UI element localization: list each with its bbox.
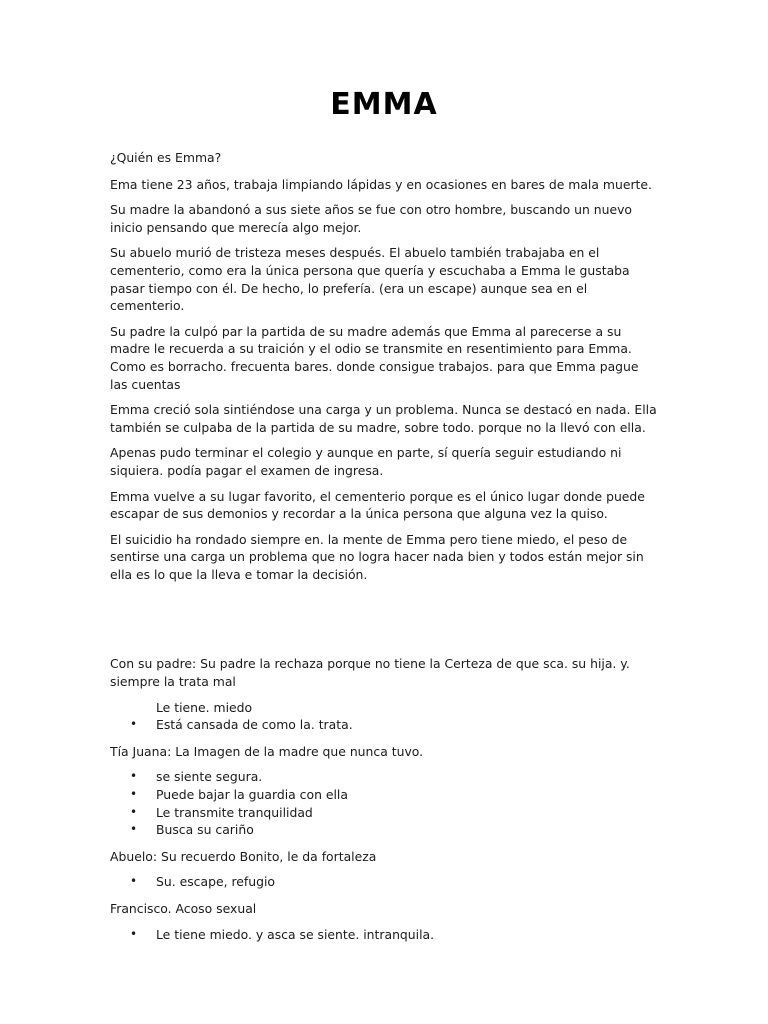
paragraph: El suicidio ha rondado siempre en. la mente de Emma pero tiene miedo, el peso de sentirse una carga un problema que no logra hacer nada bien y todos están mejor sin ella es lo que la lleva e tomar la decisión. bbox=[110, 531, 644, 582]
list-item-text: Su. escape, refugio bbox=[156, 874, 275, 890]
list-item-text: Le transmite tranquilidad bbox=[156, 804, 313, 820]
bullet-icon: • bbox=[130, 769, 138, 784]
list-tia bbox=[110, 768, 658, 838]
paragraph: Ema tiene 23 años, trabaja limpiando lápidas y en ocasiones en bares de mala muerte. bbox=[110, 176, 652, 192]
document-body bbox=[110, 149, 658, 943]
paragraph: Apenas pudo terminar el colegio y aunque en parte, sí quería seguir estudiando ni siquiera. podía pagar el examen de ingresa. bbox=[110, 445, 622, 478]
list-item bbox=[110, 821, 658, 839]
list-item bbox=[110, 804, 658, 822]
list-item bbox=[110, 768, 658, 786]
section-heading-tia: Tía Juana: La Imagen de la madre que nunca tuvo. bbox=[110, 743, 424, 759]
bullet-icon: • bbox=[130, 874, 138, 889]
paragraph: Emma creció sola sintiéndose una carga y un problema. Nunca se destacó en nada. Ella también se culpaba de la partida de su madre, sobre todo. porque no la llevó con ella. bbox=[110, 402, 657, 435]
bullet-icon: • bbox=[130, 787, 138, 802]
list-padre bbox=[110, 699, 658, 734]
list-item bbox=[110, 873, 658, 891]
paragraph: Su abuelo murió de tristeza meses después. El abuelo también trabajaba en el cementerio, como era la única persona que quería y escuchaba a Emma le gustaba pasar tiempo con él. De hecho, lo prefería. (era un escape) aunque sea en el cementerio. bbox=[110, 245, 630, 314]
list-item-text: Está cansada de como la. trata. bbox=[156, 717, 353, 733]
section-heading-francisco: Francisco. Acoso sexual bbox=[110, 901, 257, 916]
paragraph: Emma vuelve a su lugar favorito, el cementerio porque es el único lugar donde puede escapar de sus demonios y recordar a la única persona que alguna vez la quiso. bbox=[110, 488, 645, 522]
list-item bbox=[110, 716, 658, 734]
document-page bbox=[110, 0, 658, 952]
list-item-text: Busca su cariño bbox=[156, 822, 254, 838]
list-item-text: Le tiene. miedo bbox=[156, 699, 253, 715]
list-abuelo bbox=[110, 873, 658, 891]
bullet-icon: • bbox=[130, 926, 138, 941]
list-francisco bbox=[110, 926, 658, 944]
blank-space bbox=[110, 591, 658, 655]
list-item bbox=[110, 699, 658, 717]
paragraph: Su padre la culpó par la partida de su madre además que Emma al parecerse a su madre le recuerda a su traición y el odio se transmite en resentimiento para Emma. Como es borracho. frecuenta bares. donde consigue trabajos. para que Emma pague las cuentas bbox=[110, 323, 639, 392]
bullet-icon: • bbox=[130, 822, 138, 837]
section-heading-padre: Con su padre: Su padre la rechaza porque no tiene la Certeza de que sca. su hija. y. siempre la trata mal bbox=[110, 656, 630, 690]
list-item-text: Le tiene miedo. y asca se siente. intranquila. bbox=[156, 926, 435, 942]
list-item-text: se siente segura. bbox=[156, 769, 263, 785]
paragraph: ¿Quién es Emma? bbox=[110, 150, 222, 165]
section-heading-abuelo: Abuelo: Su recuerdo Bonito, le da fortaleza bbox=[110, 848, 377, 864]
document-title: EMMA bbox=[330, 87, 438, 122]
bullet-icon: • bbox=[130, 804, 138, 819]
bullet-icon: • bbox=[130, 717, 138, 732]
list-item bbox=[110, 786, 658, 804]
list-item bbox=[110, 926, 658, 944]
paragraph: Su madre la abandonó a sus siete años se fue con otro hombre, buscando un nuevo inicio pensando que merecía algo mejor. bbox=[110, 202, 633, 235]
list-item-text: Puede bajar la guardia con ella bbox=[156, 787, 348, 803]
